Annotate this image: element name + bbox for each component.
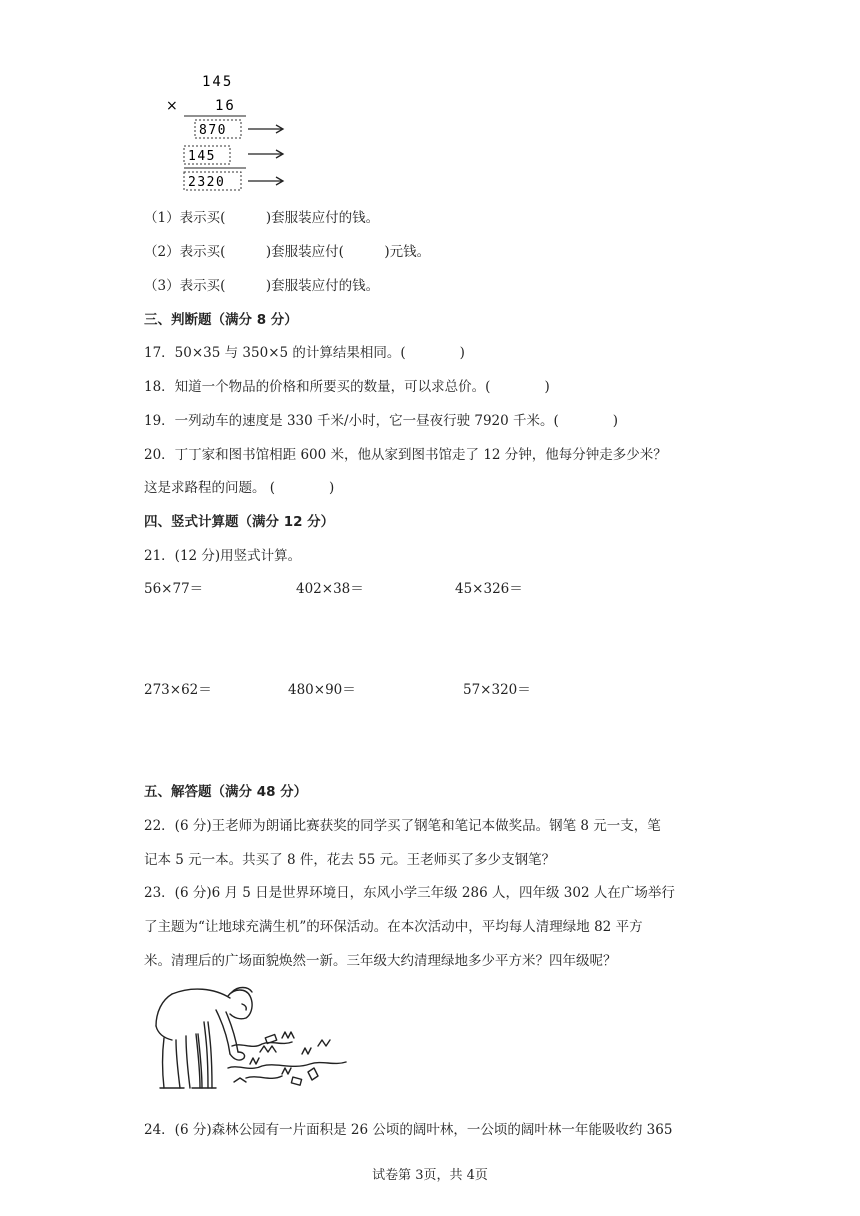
multiply-sign: ×: [166, 98, 178, 114]
section4-heading: 四、竖式计算题（满分 12 分）: [144, 514, 335, 530]
multiplier: 16: [215, 98, 236, 114]
subquestion-3: （3）表示买( )套服装应付的钱。: [144, 278, 380, 294]
person-cleaning-illustration: [142, 982, 352, 1094]
calc-5: 480×90＝: [288, 682, 356, 698]
question-22-line2: 记本 5 元一本。共买了 8 件，花去 55 元。王老师买了多少支钢笔？: [144, 852, 556, 868]
arrow-3: [248, 177, 283, 185]
partial2: 145: [188, 149, 216, 164]
question-17: 17．50×35 与 350×5 的计算结果相同。( ): [144, 345, 465, 361]
arrow-2: [248, 150, 283, 158]
partial1: 870: [199, 123, 227, 138]
question-23-line1: 23．(6 分)6 月 5 日是世界环境日，东风小学三年级 286 人，四年级 302 人在广场举行: [144, 885, 675, 901]
question-19: 19．一列动车的速度是 330 千米/小时，它一昼夜行驶 7920 千米。( ): [144, 413, 619, 429]
question-22-line1: 22．(6 分)王老师为朗诵比赛获奖的同学买了钢笔和笔记本做奖品。钢笔 8 元一支，笔: [144, 818, 661, 834]
result: 2320: [188, 175, 226, 190]
question-20-line1: 20．丁丁家和图书馆相距 600 米，他从家到图书馆走了 12 分钟，他每分钟走多少米？: [144, 447, 667, 463]
page-footer: 试卷第 3页，共 4页: [372, 1168, 488, 1183]
calc-4: 273×62＝: [144, 682, 212, 698]
section3-heading: 三、判断题（满分 8 分）: [144, 312, 298, 328]
question-23-line3: 米。清理后的广场面貌焕然一新。三年级大约清理绿地多少平方米？四年级呢？: [144, 953, 617, 969]
calc-1: 56×77＝: [144, 581, 204, 597]
question-18: 18．知道一个物品的价格和所要买的数量，可以求总价。( ): [144, 379, 550, 395]
calc-6: 57×320＝: [463, 682, 531, 698]
arrow-1: [248, 125, 283, 133]
calc-3: 45×326＝: [455, 581, 523, 597]
question-24-line1: 24．(6 分)森林公园有一片面积是 26 公顷的阔叶林，一公顷的阔叶林一年能吸收约 365: [144, 1122, 673, 1138]
section5-heading: 五、解答题（满分 48 分）: [144, 784, 308, 800]
subquestion-1: （1）表示买( )套服装应付的钱。: [144, 210, 380, 226]
calc-2: 402×38＝: [296, 581, 364, 597]
multiplicand: 145: [202, 74, 234, 90]
vertical-multiplication-figure: [160, 68, 300, 198]
question-23-line2: 了主题为“让地球充满生机”的环保活动。在本次活动中，平均每人清理绿地 82 平方: [144, 919, 643, 935]
subquestion-2: （2）表示买( )套服装应付( )元钱。: [144, 244, 431, 260]
question-20-line2: 这是求路程的问题。 ( ): [144, 480, 335, 496]
question-21-intro: 21．(12 分)用竖式计算。: [144, 548, 302, 564]
